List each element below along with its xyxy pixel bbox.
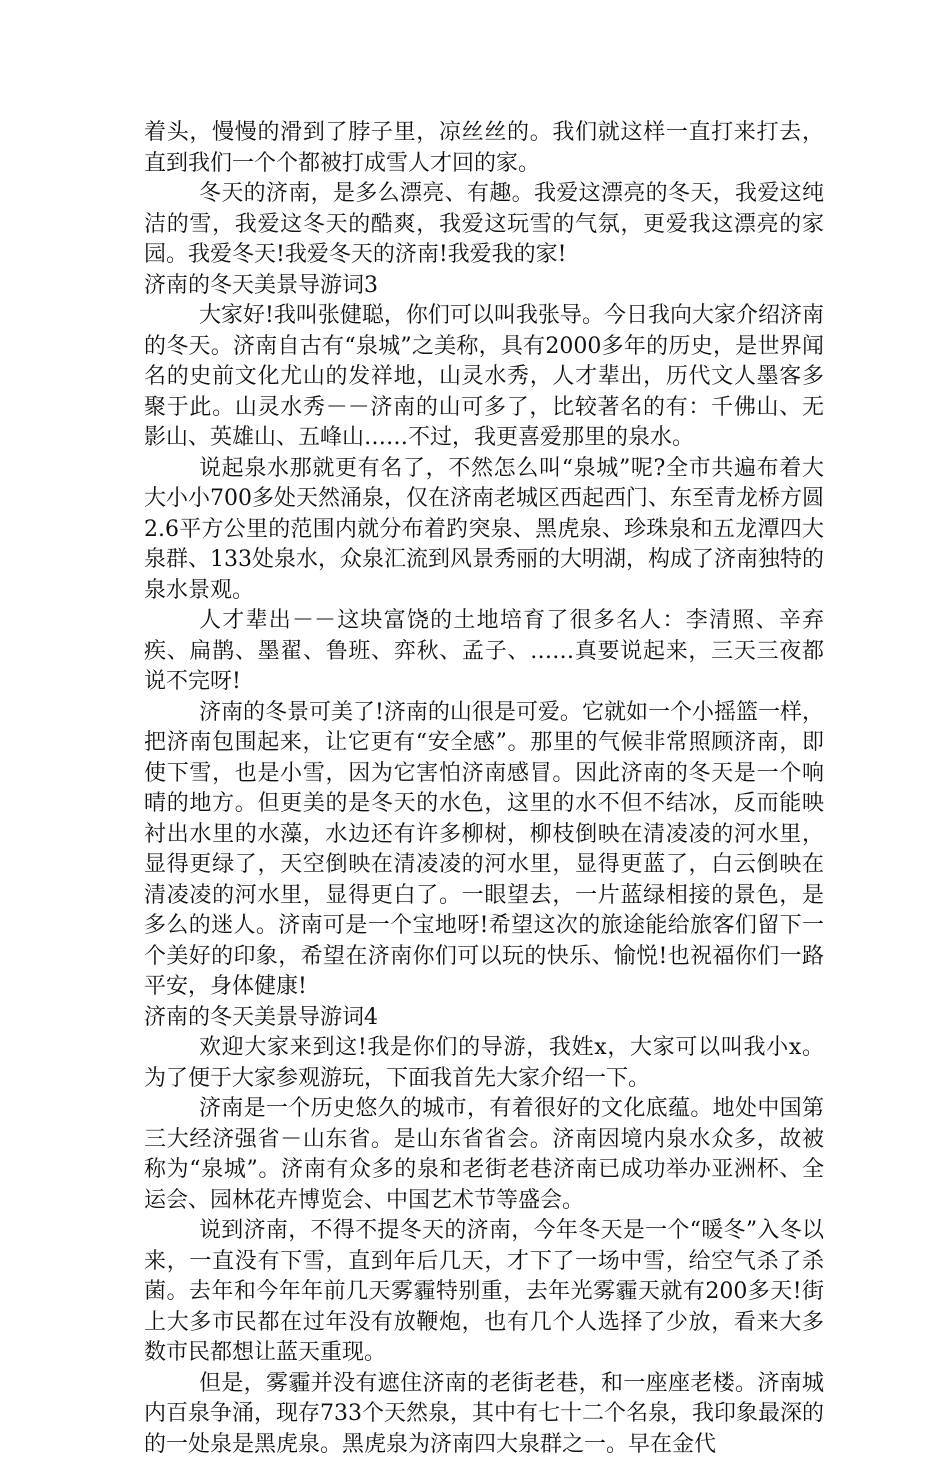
paragraph: 济南的冬景可美了!济南的山很是可爱。它就如一个小摇篮一样，把济南包围起来，让它更有“安全感”。那里的气候非常照顾济南，即使下雪，也是小雪，因为它害怕济南感冒。因此济南的冬天是一个响晴的地方。但更美的是冬天的水色，这里的水不但不结冰，反而能映衬出水里的水藻，水边还有许多柳树，柳枝倒映在清凌凌的河水里，显得更绿了，天空倒映在清凌凌的河水里，显得更蓝了，白云倒映在清凌凌的河水里，显得更白了。一眼望去，一片蓝绿相接的景色，是多么的迷人。济南可是一个宝地呀!希望这次的旅途能给旅客们留下一个美好的印象，希望在济南你们可以玩的快乐、愉悦!也祝福你们一路平安，身体健康! (144, 698, 824, 1003)
paragraph: 说起泉水那就更有名了，不然怎么叫“泉城”呢?全市共遍布着大大小小700多处天然涌泉，仅在济南老城区西起西门、东至青龙桥方圆2.6平方公里的范围内就分布着趵突泉、黑虎泉、珍珠泉和五龙潭四大泉群、133处泉水，众泉汇流到风景秀丽的大明湖，构成了济南独特的泉水景观。 (144, 454, 824, 607)
paragraph: 但是，雾霾并没有遮住济南的老街老巷，和一座座老楼。济南城内百泉争涌，现存733个天然泉，其中有七十二个名泉，我印象最深的的一处泉是黑虎泉。黑虎泉为济南四大泉群之一。早在金代 (144, 1369, 824, 1460)
paragraph: 济南是一个历史悠久的城市，有着很好的文化底蕴。地处中国第三大经济强省－山东省。是山东省省会。济南因境内泉水众多，故被称为“泉城”。济南有众多的泉和老街老巷济南已成功举办亚洲杯、全运会、园林花卉博览会、中国艺术节等盛会。 (144, 1094, 824, 1216)
paragraph: 人才辈出－－这块富饶的土地培育了很多名人：李清照、辛弃疾、扁鹊、墨翟、鲁班、弈秋、孟子、……真要说起来，三天三夜都说不完呀! (144, 606, 824, 698)
paragraph: 冬天的济南，是多么漂亮、有趣。我爱这漂亮的冬天，我爱这纯洁的雪，我爱这冬天的酷爽，我爱这玩雪的气氛，更爱我这漂亮的家园。我爱冬天!我爱冬天的济南!我爱我的家! (144, 179, 824, 271)
document-body (144, 118, 824, 1460)
paragraph: 欢迎大家来到这!我是你们的导游，我姓x，大家可以叫我小x。为了便于大家参观游玩，下面我首先大家介绍一下。 (144, 1033, 824, 1094)
paragraph: 大家好!我叫张健聪，你们可以叫我张导。今日我向大家介绍济南的冬天。济南自古有“泉城”之美称，具有2000多年的历史，是世界闻名的史前文化尤山的发祥地，山灵水秀，人才辈出，历代文人墨客多聚于此。山灵水秀－－济南的山可多了，比较著名的有：千佛山、无影山、英雄山、五峰山……不过，我更喜爱那里的泉水。 (144, 301, 824, 454)
paragraph-continuation: 着头，慢慢的滑到了脖子里，凉丝丝的。我们就这样一直打来打去，直到我们一个个都被打成雪人才回的家。 (144, 118, 824, 179)
section-heading: 济南的冬天美景导游词4 (144, 1003, 824, 1034)
section-heading: 济南的冬天美景导游词3 (144, 271, 824, 302)
paragraph: 说到济南，不得不提冬天的济南，今年冬天是一个“暖冬”入冬以来，一直没有下雪，直到年后几天，才下了一场中雪，给空气杀了杀菌。去年和今年年前几天雾霾特别重，去年光雾霾天就有200多天!街上大多市民都在过年没有放鞭炮，也有几个人选择了少放，看来大多数市民都想让蓝天重现。 (144, 1216, 824, 1369)
